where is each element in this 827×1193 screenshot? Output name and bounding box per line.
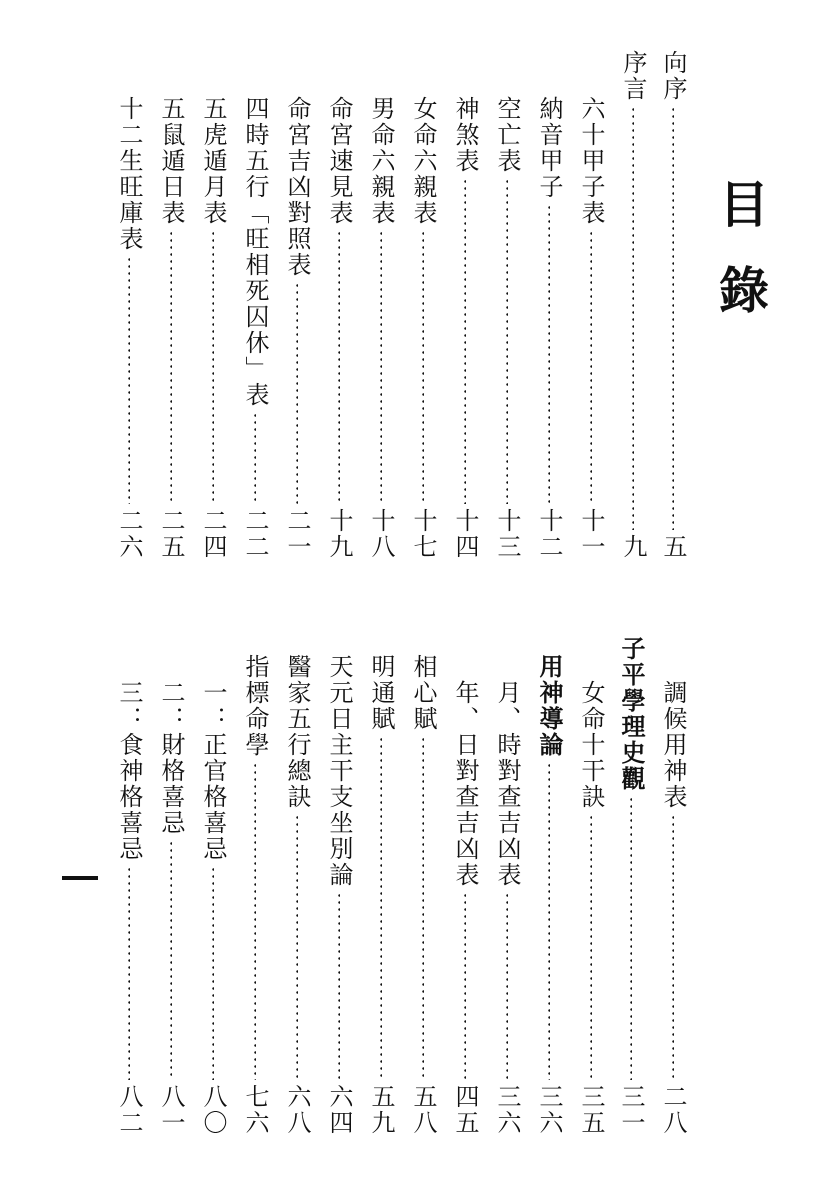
toc-entry-page: 五 xyxy=(659,534,687,560)
toc-entry-page: 二五 xyxy=(157,508,185,560)
toc-entry[interactable] xyxy=(366,50,396,560)
dot-leader xyxy=(254,762,256,1080)
toc-entry-title: 男命六親表 xyxy=(367,96,395,226)
toc-entry-title: 醫家五行總訣 xyxy=(283,654,311,810)
dot-leader xyxy=(380,736,382,1080)
toc-entry[interactable] xyxy=(616,636,646,1136)
toc-entry-title: 五鼠遁日表 xyxy=(157,96,185,226)
toc-entry-title: 指標命學 xyxy=(241,654,269,758)
toc-entry[interactable] xyxy=(658,50,688,560)
toc-entry[interactable] xyxy=(366,636,396,1136)
toc-entry[interactable] xyxy=(282,50,312,560)
toc-entry-page: 五九 xyxy=(367,1084,395,1136)
toc-entry[interactable] xyxy=(534,636,564,1136)
toc-entry-title: 納音甲子 xyxy=(535,96,563,200)
toc-entry-title: 子平學理史觀 xyxy=(617,636,646,792)
dot-leader xyxy=(212,230,214,504)
dot-leader xyxy=(338,892,340,1080)
toc-entry-title: 命宮速見表 xyxy=(325,96,353,226)
dot-leader xyxy=(128,866,130,1080)
toc-entry-page: 十九 xyxy=(325,508,353,560)
dot-leader xyxy=(672,106,674,530)
toc-entry-page: 十二 xyxy=(535,508,563,560)
toc-entry[interactable] xyxy=(240,50,270,560)
toc-entry-page: 三五 xyxy=(577,1084,605,1136)
toc-entry[interactable] xyxy=(658,636,688,1136)
toc-entry[interactable] xyxy=(198,636,228,1136)
toc-entry[interactable] xyxy=(492,636,522,1136)
toc-title: 目錄 xyxy=(711,178,769,350)
toc-entry-title: 序言 xyxy=(619,50,647,102)
toc-entry-page: 十八 xyxy=(367,508,395,560)
toc-entry[interactable] xyxy=(534,50,564,560)
toc-entry-title: 十二生旺庫表 xyxy=(115,96,143,252)
toc-entry-page: 八〇 xyxy=(199,1084,227,1136)
dot-leader xyxy=(506,892,508,1080)
toc-entry-title: 二：財格喜忌 xyxy=(157,680,185,836)
toc-entry-page: 十三 xyxy=(493,508,521,560)
dot-leader xyxy=(506,178,508,504)
toc-entry-title: 相心賦 xyxy=(409,654,437,732)
toc-entry-title: 年、日對查吉凶表 xyxy=(451,680,479,888)
toc-entry[interactable] xyxy=(324,50,354,560)
toc-entry-page: 八二 xyxy=(115,1084,143,1136)
toc-entry-title: 女命六親表 xyxy=(409,96,437,226)
toc-entry-page: 二二 xyxy=(241,508,269,560)
toc-entry[interactable] xyxy=(450,50,480,560)
toc-entry-title: 天元日主干支坐別論 xyxy=(325,654,353,888)
toc-entry[interactable] xyxy=(240,636,270,1136)
toc-entry-title: 命宮吉凶對照表 xyxy=(283,96,311,278)
dot-leader xyxy=(422,736,424,1080)
dot-leader xyxy=(630,796,632,1080)
toc-entry-title: 一：正官格喜忌 xyxy=(199,680,227,862)
toc-entry[interactable] xyxy=(324,636,354,1136)
toc-entry-page: 二六 xyxy=(115,508,143,560)
toc-entry[interactable] xyxy=(282,636,312,1136)
dot-leader xyxy=(338,230,340,504)
toc-entry-page: 十四 xyxy=(451,508,479,560)
toc-entry[interactable] xyxy=(156,636,186,1136)
toc-entry-title: 三：食神格喜忌 xyxy=(115,680,143,862)
toc-entry-title: 明通賦 xyxy=(367,654,395,732)
toc-entry[interactable] xyxy=(576,636,606,1136)
dot-leader xyxy=(548,204,550,504)
dot-leader xyxy=(128,256,130,504)
toc-entry[interactable] xyxy=(114,50,144,560)
toc-entry-page: 二四 xyxy=(199,508,227,560)
dot-leader xyxy=(672,814,674,1080)
toc-entry-page: 八一 xyxy=(157,1084,185,1136)
dot-leader xyxy=(464,892,466,1080)
toc-entry-page: 六四 xyxy=(325,1084,353,1136)
dot-leader xyxy=(254,412,256,504)
toc-entry[interactable] xyxy=(198,50,228,560)
toc-entry-page: 四五 xyxy=(451,1084,479,1136)
dot-leader xyxy=(590,230,592,504)
dot-leader xyxy=(296,814,298,1080)
toc-entry[interactable] xyxy=(450,636,480,1136)
toc-entry-page: 六八 xyxy=(283,1084,311,1136)
dot-leader xyxy=(170,840,172,1080)
toc-entry-page: 十一 xyxy=(577,508,605,560)
toc-entry[interactable] xyxy=(408,50,438,560)
toc-entry-title: 空亡表 xyxy=(493,96,521,174)
toc-entry-title: 四時五行「旺相死囚休」表 xyxy=(241,96,269,408)
toc-entry-page: 二八 xyxy=(659,1084,687,1136)
toc-entry-title: 女命十干訣 xyxy=(577,680,605,810)
dot-leader xyxy=(422,230,424,504)
toc-entry-title: 調候用神表 xyxy=(659,680,687,810)
dot-leader xyxy=(590,814,592,1080)
toc-entry-page: 七六 xyxy=(241,1084,269,1136)
toc-entry[interactable] xyxy=(576,50,606,560)
toc-entry-title: 神煞表 xyxy=(451,96,479,174)
dot-leader xyxy=(464,178,466,504)
dot-leader xyxy=(170,230,172,504)
toc-entry-title: 向序 xyxy=(659,50,687,102)
toc-entry-title: 五虎遁月表 xyxy=(199,96,227,226)
toc-entry-title: 六十甲子表 xyxy=(577,96,605,226)
toc-entry[interactable] xyxy=(492,50,522,560)
toc-entry-page: 十七 xyxy=(409,508,437,560)
toc-entry-page: 三六 xyxy=(535,1084,563,1136)
dot-leader xyxy=(548,762,550,1080)
page-number xyxy=(62,876,98,880)
dot-leader xyxy=(380,230,382,504)
toc-entry-page: 三一 xyxy=(617,1084,645,1136)
dot-leader xyxy=(212,866,214,1080)
toc-entry-title: 用神導論 xyxy=(535,654,564,758)
toc-entry[interactable] xyxy=(114,636,144,1136)
toc-entry-page: 九 xyxy=(619,534,647,560)
dot-leader xyxy=(296,282,298,504)
toc-entry[interactable] xyxy=(408,636,438,1136)
toc-entry-page: 五八 xyxy=(409,1084,437,1136)
toc-entry-title: 月、時對查吉凶表 xyxy=(493,680,521,888)
toc-entry-page: 二一 xyxy=(283,508,311,560)
toc-entry[interactable] xyxy=(618,50,648,560)
dot-leader xyxy=(632,106,634,530)
toc-entry-page: 三六 xyxy=(493,1084,521,1136)
toc-entry[interactable] xyxy=(156,50,186,560)
